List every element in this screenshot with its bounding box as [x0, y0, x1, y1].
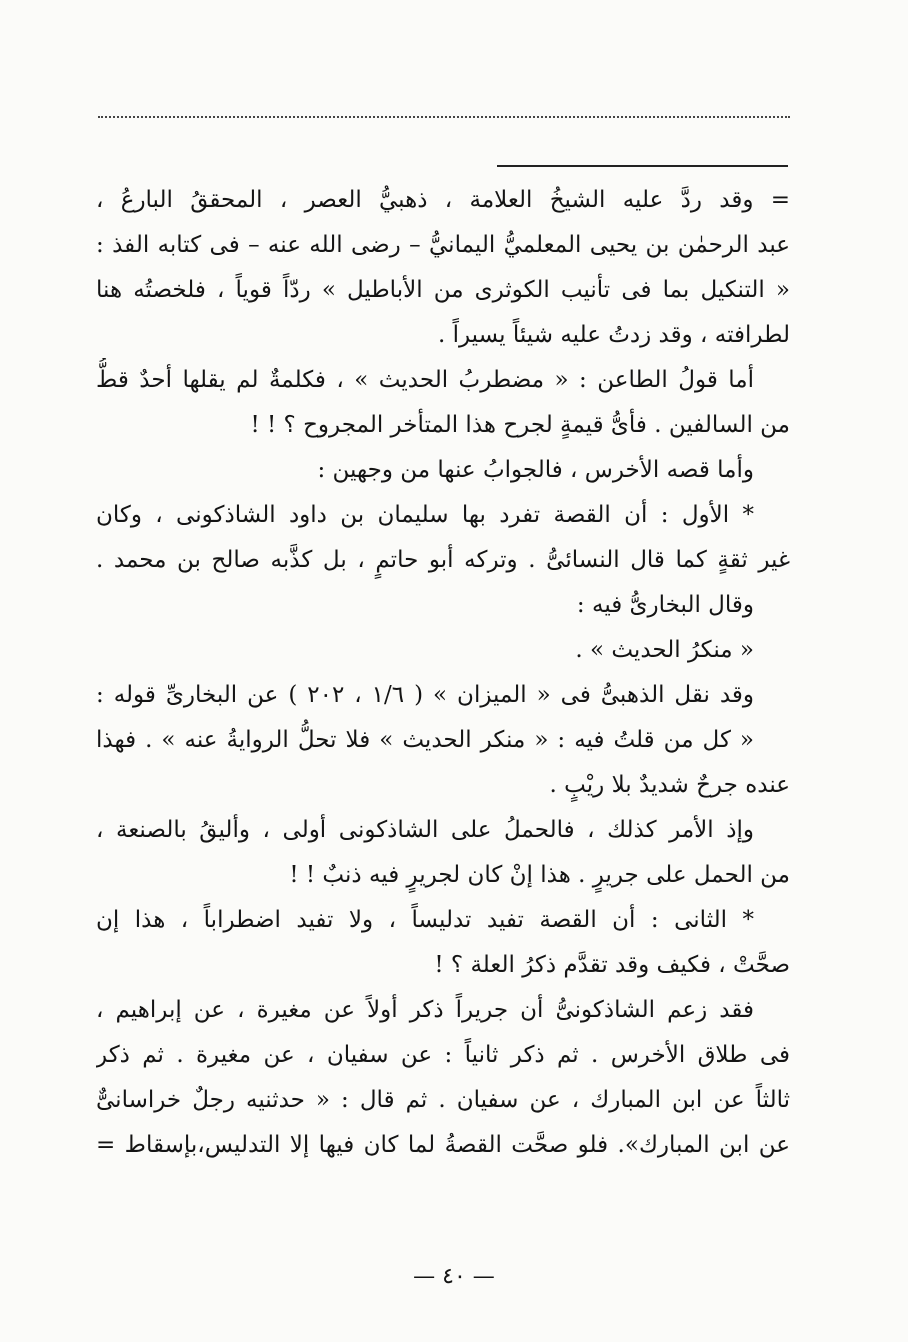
- text-line: أما قولُ الطاعن : « مضطربُ الحديث » ، فكلمةٌ لم يقلها أحدٌ قطُّ: [96, 367, 754, 393]
- text-line: « التنكيل بما فى تأنيب الكوثرى من الأباطيل » ردّاً قوياً ، فلخصتُه هنا: [96, 277, 790, 303]
- text-line: * الثانى : أن القصة تفيد تدليساً ، ولا تفيد اضطراباً ، هذا إن: [96, 907, 754, 933]
- text-line: وأما قصه الأخرس ، فالجوابُ عنها من وجهين :: [317, 457, 754, 483]
- text-line: غير ثقةٍ كما قال النسائىُّ . وتركه أبو حاتمٍ ، بل كذَّبه صالح بن محمد .: [96, 547, 790, 573]
- text-line: وقد نقل الذهبىُّ فى « الميزان » ( ١/٦ ، ٢٠٢ ) عن البخارىِّ قوله :: [96, 682, 755, 708]
- text-line: وإذ الأمر كذلك ، فالحملُ على الشاذكونى أولى ، وأليقُ بالصنعة ،: [96, 817, 754, 843]
- page-number: — ٤٠ —: [413, 1264, 495, 1289]
- footnote-separator-rule: [497, 165, 788, 167]
- text-line: من الحمل على جريرٍ . هذا إنْ كان لجريرٍ فيه ذنبٌ ! !: [289, 862, 790, 888]
- text-line: وقال البخارىُّ فيه :: [576, 592, 754, 618]
- text-line: = وقد ردَّ عليه الشيخُ العلامة ، ذهبيُّ العصر ، المحققُ البارعُ ،: [96, 187, 790, 213]
- text-line: ثالثاً عن ابن المبارك ، عن سفيان . ثم قال : « حدثنيه رجلٌ خراسانىٌّ: [96, 1087, 790, 1113]
- text-line: عن ابن المبارك». فلو صحَّت القصةُ لما كان فيها إلا التدليس،بإسقاط =: [96, 1132, 790, 1158]
- text-line: « كل من قلتُ فيه : « منكر الحديث » فلا تحلُّ الروايةُ عنه » . فهذا: [96, 727, 754, 753]
- header-dotted-rule: [98, 116, 790, 118]
- footnote-text-block: [96, 178, 790, 1168]
- text-line: عنده جرحٌ شديدٌ بلا ريْبٍ .: [549, 772, 790, 798]
- text-line: فى طلاق الأخرس . ثم ذكر ثانياً : عن سفيان ، عن مغيرة . ثم ذكر: [96, 1042, 790, 1068]
- text-line: عبد الرحمٰن بن يحيى المعلميُّ اليمانيُّ – رضى الله عنه – فى كتابه الفذ :: [96, 232, 790, 258]
- text-line: * الأول : أن القصة تفرد بها سليمان بن داود الشاذكونى ، وكان: [96, 502, 754, 528]
- text-line: من السالفين . فأىُّ قيمةٍ لجرح هذا المتأخر المجروح ؟ ! !: [250, 412, 790, 438]
- text-line: صحَّتْ ، فكيف وقد تقدَّم ذكرُ العلة ؟ !: [434, 952, 790, 978]
- text-line: « منكرُ الحديث » .: [575, 637, 754, 663]
- text-line: لطرافته ، وقد زدتُ عليه شيئاً يسيراً .: [437, 322, 790, 348]
- text-line: فقد زعم الشاذكونىُّ أن جريراً ذكر أولاً عن مغيرة ، عن إبراهيم ،: [96, 997, 754, 1023]
